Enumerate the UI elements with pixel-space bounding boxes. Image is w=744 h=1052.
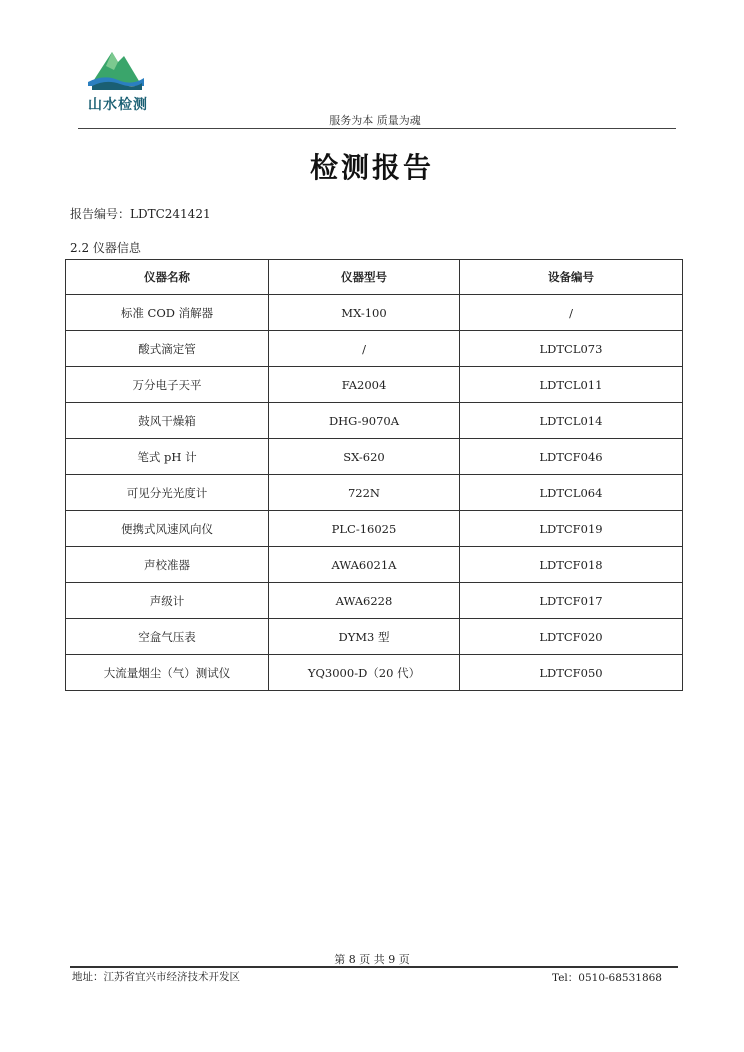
logo-text: 山水检测 bbox=[88, 97, 148, 113]
table-body bbox=[66, 295, 683, 691]
cell-equipment-number: LDTCF017 bbox=[460, 583, 683, 619]
cell-instrument-model: DYM3 型 bbox=[269, 619, 460, 655]
instrument-table bbox=[65, 259, 683, 691]
table-row bbox=[66, 331, 683, 367]
cell-equipment-number: LDTCF050 bbox=[460, 655, 683, 691]
table-row bbox=[66, 511, 683, 547]
cell-instrument-name: 标准 COD 消解器 bbox=[66, 295, 269, 331]
cell-instrument-model: / bbox=[269, 331, 460, 367]
cell-equipment-number: LDTCF019 bbox=[460, 511, 683, 547]
cell-instrument-name: 笔式 pH 计 bbox=[66, 439, 269, 475]
table-row bbox=[66, 583, 683, 619]
cell-instrument-name: 便携式风速风向仪 bbox=[66, 511, 269, 547]
cell-instrument-model: DHG-9070A bbox=[269, 403, 460, 439]
cell-instrument-model: 722N bbox=[269, 475, 460, 511]
header-equipment-number: 设备编号 bbox=[460, 260, 683, 295]
section-title: 2.2 仪器信息 bbox=[70, 241, 141, 255]
table-row bbox=[66, 547, 683, 583]
cell-instrument-model: YQ3000-D（20 代） bbox=[269, 655, 460, 691]
table-row bbox=[66, 295, 683, 331]
cell-equipment-number: LDTCF020 bbox=[460, 619, 683, 655]
cell-instrument-name: 声级计 bbox=[66, 583, 269, 619]
cell-instrument-name: 空盒气压表 bbox=[66, 619, 269, 655]
header-slogan: 服务为本 质量为魂 bbox=[329, 114, 421, 127]
cell-instrument-model: AWA6021A bbox=[269, 547, 460, 583]
cell-equipment-number: LDTCL073 bbox=[460, 331, 683, 367]
footer-divider bbox=[70, 966, 678, 968]
footer-address: 地址：江苏省宜兴市经济技术开发区 bbox=[72, 971, 240, 983]
cell-equipment-number: LDTCL011 bbox=[460, 367, 683, 403]
cell-instrument-model: FA2004 bbox=[269, 367, 460, 403]
table-row bbox=[66, 619, 683, 655]
company-logo bbox=[76, 48, 156, 118]
header-divider bbox=[78, 128, 676, 129]
header-instrument-name: 仪器名称 bbox=[66, 260, 269, 295]
cell-instrument-name: 万分电子天平 bbox=[66, 367, 269, 403]
cell-instrument-name: 大流量烟尘（气）测试仪 bbox=[66, 655, 269, 691]
cell-equipment-number: LDTCF046 bbox=[460, 439, 683, 475]
cell-instrument-name: 声校准器 bbox=[66, 547, 269, 583]
cell-instrument-model: AWA6228 bbox=[269, 583, 460, 619]
footer-telephone: Tel：0510-68531868 bbox=[552, 972, 662, 984]
page-number: 第 8 页 共 9 页 bbox=[334, 953, 410, 966]
mountain-water-logo-icon bbox=[84, 48, 148, 92]
table-row bbox=[66, 403, 683, 439]
cell-instrument-model: MX-100 bbox=[269, 295, 460, 331]
cell-instrument-name: 鼓风干燥箱 bbox=[66, 403, 269, 439]
report-number: 报告编号：LDTC241421 bbox=[70, 207, 211, 221]
table-header-row bbox=[66, 260, 683, 295]
table-row bbox=[66, 475, 683, 511]
cell-instrument-model: PLC-16025 bbox=[269, 511, 460, 547]
cell-instrument-name: 酸式滴定管 bbox=[66, 331, 269, 367]
seal-stamp-fragment bbox=[732, 172, 740, 272]
cell-equipment-number: LDTCL014 bbox=[460, 403, 683, 439]
cell-equipment-number: LDTCF018 bbox=[460, 547, 683, 583]
header-instrument-model: 仪器型号 bbox=[269, 260, 460, 295]
document-title: 检测报告 bbox=[309, 151, 434, 184]
cell-equipment-number: / bbox=[460, 295, 683, 331]
table-row bbox=[66, 439, 683, 475]
cell-instrument-model: SX-620 bbox=[269, 439, 460, 475]
cell-instrument-name: 可见分光光度计 bbox=[66, 475, 269, 511]
table-row bbox=[66, 367, 683, 403]
table-row bbox=[66, 655, 683, 691]
cell-equipment-number: LDTCL064 bbox=[460, 475, 683, 511]
